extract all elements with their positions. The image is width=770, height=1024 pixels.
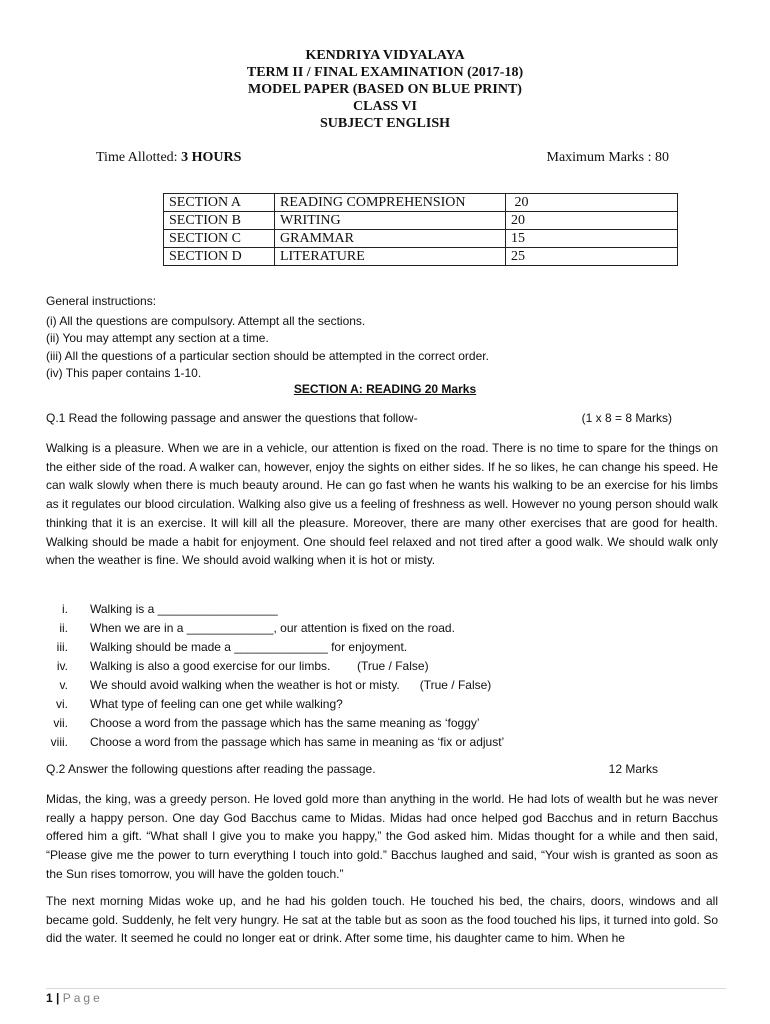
subject-label: SUBJECT ENGLISH xyxy=(319,116,451,131)
table-row: SECTION C GRAMMAR 15 xyxy=(164,230,678,248)
instructions-title: General instructions: xyxy=(46,294,157,308)
class-label: CLASS VI xyxy=(353,99,417,114)
school-name: KENDRIYA VIDYALAYA xyxy=(305,48,465,63)
list-item: vi. What type of feeling can one get while walking? xyxy=(56,697,343,711)
table-row: SECTION D LITERATURE 25 xyxy=(164,248,678,266)
list-item: iv. Walking is also a good exercise for our limbs. (True / False) xyxy=(56,659,429,673)
exam-header xyxy=(0,47,770,132)
q2-prompt-line xyxy=(46,762,658,776)
q2-prompt: Q.2 Answer the following questions after reading the passage. xyxy=(46,762,376,776)
paper-type: MODEL PAPER (BASED ON BLUE PRINT) xyxy=(248,82,522,97)
q1-marks: (1 x 8 = 8 Marks) xyxy=(581,411,672,425)
section-a-heading: SECTION A: READING 20 Marks xyxy=(293,382,477,396)
time-allotted: Time Allotted: 3 HOURS xyxy=(96,150,242,165)
page-label: Page xyxy=(62,991,103,1005)
general-instructions xyxy=(46,293,716,383)
list-item: viii. Choose a word from the passage which has same in meaning as ‘fix or adjust’ xyxy=(50,735,505,749)
q1-prompt: Q.1 Read the following passage and answer the questions that follow- xyxy=(46,411,418,425)
q1-prompt-line xyxy=(46,411,672,425)
page-footer xyxy=(46,991,103,1005)
instruction-item: (ii) You may attempt any section at a time. xyxy=(46,331,269,345)
list-item: vii. Choose a word from the passage which has the same meaning as ‘foggy’ xyxy=(53,716,480,730)
exam-title: TERM II / FINAL EXAMINATION (2017-18) xyxy=(246,65,524,80)
table-row: SECTION A READING COMPREHENSION 20 xyxy=(164,194,678,212)
list-item: i. Walking is a __________________ xyxy=(62,602,278,616)
maximum-marks: Maximum Marks : 80 xyxy=(546,150,669,165)
q1-questions xyxy=(46,600,646,752)
page-number: 1 xyxy=(46,991,53,1005)
list-item: iii. Walking should be made a ______________ for enjoyment. xyxy=(56,640,408,654)
instruction-item: (iii) All the questions of a particular section should be attempted in the correct order. xyxy=(46,348,489,363)
footer-divider xyxy=(46,988,726,989)
q2-marks: 12 Marks xyxy=(608,762,658,776)
q2-passage-para2: The next morning Midas woke up, and he had his golden touch. He touched his bed, the chairs, doors, windows and all became gold. Suddenly, he felt very hungry. He sat at the table but as soon as the food touched his lips, it turned into gold. So did the water. It seemed he could no longer eat or drink. After some time, his daughter came to him. When he xyxy=(46,894,718,946)
list-item: ii. When we are in a _____________, our attention is fixed on the road. xyxy=(59,621,455,635)
time-value: 3 HOURS xyxy=(181,150,242,165)
instruction-item: (i) All the questions are compulsory. Attempt all the sections. xyxy=(46,313,366,328)
table-row: SECTION B WRITING 20 xyxy=(164,212,678,230)
list-item: v. We should avoid walking when the weather is hot or misty. (True / False) xyxy=(59,678,492,692)
sections-table xyxy=(163,193,678,266)
footer-separator: | xyxy=(52,991,63,1005)
q2-passage-para1: Midas, the king, was a greedy person. He loved gold more than anything in the world. He had lots of wealth but he was never really a happy person. One day God Bacchus came to Midas. Midas had once helped god Bacchus and in return Bacchus offered him a gift. “What shall I give you to make you happy,” the God asked him. Midas thought for a while and then said, “Please give me the power to turn everything I touch into gold.” Bacchus laughed and said, “Your wish is granted as soon as the Sun rises tomorrow, you will have the golden touch.” xyxy=(46,792,718,881)
q1-passage: Walking is a pleasure. When we are in a vehicle, our attention is fixed on the road. There is no time to spare for the things on the either side of the road. A walker can, however, enjoy the sights on either sides. If he so likes, he can change his speed. He can walk slowly when there is much beauty around. He can go fast when he wants his walking to be an exercise for his limbs as it regulates our blood circulation. Walking also give us a feeling of freshness as well. However no young person should walk thinking that it is an exercise. It will kill all the pleasure. Moreover, there are many other exercises that are good for health. Walking should be made a habit for enjoyment. One should feel relaxed and not tired after a good walk. We should walk only when the weather is fine. We should avoid walking when it is hot or misty. xyxy=(46,441,718,568)
instruction-item: (iv) This paper contains 1-10. xyxy=(46,366,202,380)
